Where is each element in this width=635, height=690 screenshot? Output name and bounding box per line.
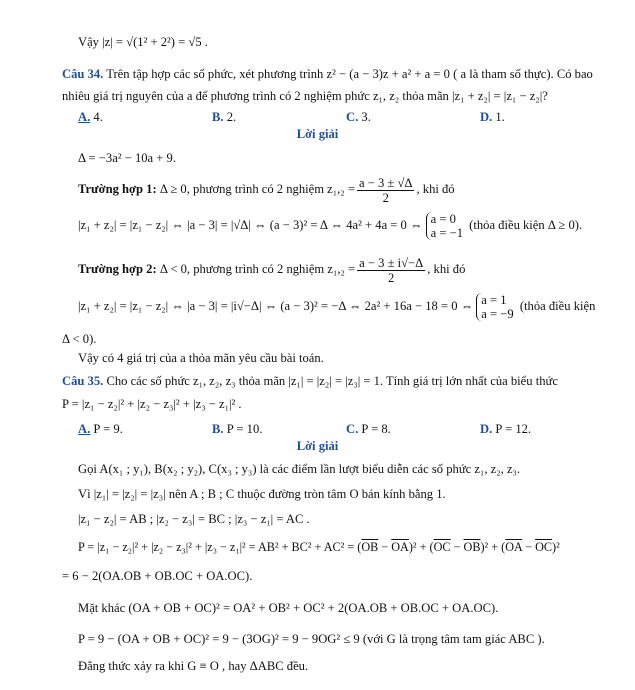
q35-step8: Đẳng thức xảy ra khi G ≡ O , hay ΔABC đều. bbox=[78, 659, 309, 673]
q35-option-c: C. P = 8. bbox=[346, 422, 391, 436]
q35-option-b: B. P = 10. bbox=[212, 422, 263, 436]
q35-step2: Vì |z₁| = |z₂| = |z₃| nên A ; B ; C thuộc đường tròn tâm O bán kính bằng 1. bbox=[78, 487, 446, 501]
q34-case2-eq: |z₁ + z₂| = |z₁ − z₂| ⇔ |a − 3| = |i√−Δ| ⇔ (a − 3)² = −Δ ⇔ 2a² + 16a − 18 = 0 ⇔ a = 1 a = −9 (thỏa điều kiện bbox=[78, 293, 596, 322]
q34-conclusion: Vậy có 4 giá trị của a thỏa mãn yêu cầu bài toán. bbox=[78, 351, 324, 365]
q34-option-c: C. 3. bbox=[346, 110, 371, 124]
q34-option-a: A. 4. bbox=[78, 110, 103, 124]
q35-step3: |z₁ − z₂| = AB ; |z₂ − z₃| = BC ; |z₃ − z₁| = AC . bbox=[78, 512, 310, 526]
q35-option-d: D. P = 12. bbox=[480, 422, 532, 436]
q34-option-d: D. 1. bbox=[480, 110, 505, 124]
q35-step4: $P = |z_1 - z_2|^2 + |z_2 - z_3|^2 + |z_3 - z_1|^2 = AB^2 + BC^2 + AC^2 = (\overline{OB} - \overline{OA})^2 + (\overline{OC} - \overline{OB})^2 + (\overline{OA} - \overline{OC})^2$ bbox=[78, 540, 560, 554]
q34-case1-intro: Trường hợp 1: Δ ≥ 0, phương trình có 2 nghiệm z₁,₂ = $\frac{a - 3 \pm √\Delta}{2}$ , khi đó bbox=[78, 175, 455, 205]
q34-line1 bbox=[62, 66, 607, 82]
q35-line2: P = |z₁ − z₂|² + |z₂ − z₃|² + |z₃ − z₁|² . bbox=[62, 397, 242, 411]
q35-step7: P = 9 − (OA + OB + OC)² = 9 − (3OG)² = 9 − 9OG² ≤ 9 (với G là trọng tâm tam giác ABC ). bbox=[78, 632, 545, 646]
q34-line2: nhiêu giá trị nguyên của a để phương trình có 2 nghiệm phức z₁, z₂ thỏa mãn |z₁ + z₂| = |z₁ − z₂|? bbox=[62, 89, 548, 103]
q35-step1: Gọi A(x₁ ; y₁), B(x₂ ; y₂), C(x₃ ; y₃) là các điểm lần lượt biểu diễn các số phức z₁, z₂, z₃. bbox=[78, 462, 521, 476]
q35-solution-title: Lời giải bbox=[296, 439, 339, 453]
q34-case1-eq: |z₁ + z₂| = |z₁ − z₂| ⇔ |a − 3| = |√Δ| ⇔ (a − 3)² = Δ ⇔ 4a² + 4a = 0 ⇔ a = 0 a = −1 (thỏa điều kiện Δ ≥ 0). bbox=[78, 212, 583, 241]
q35-text1: Cho các số phức z₁, z₂, z₃ thỏa mãn |z₁| = |z₂| = |z₃| = 1. Tính giá trị lớn nhất của biểu thức bbox=[106, 374, 558, 388]
q35-step5: = 6 − 2(OA.OB + OB.OC + OA.OC). bbox=[62, 569, 253, 583]
q35-step6: Mặt khác (OA + OB + OC)² = OA² + OB² + OC² + 2(OA.OB + OB.OC + OA.OC). bbox=[78, 601, 499, 615]
q34-option-b: B. 2. bbox=[212, 110, 237, 124]
q34-solution-title: Lời giải bbox=[296, 127, 339, 141]
q34-case2-note2: Δ < 0). bbox=[62, 332, 97, 346]
intro-line: Vậy |z| = √(1² + 2²) = √5 . bbox=[78, 35, 208, 49]
q34-label: Câu 34. bbox=[62, 67, 104, 81]
q35-label: Câu 35. bbox=[62, 374, 104, 388]
q34-text1: Trên tập hợp các số phức, xét phương trình z² − (a − 3)z + a² + a = 0 ( a là tham số thực). Có bao bbox=[106, 67, 593, 81]
q35-option-a: A. P = 9. bbox=[78, 422, 123, 436]
q35-line1 bbox=[62, 373, 607, 389]
q34-delta: Δ = −3a² − 10a + 9. bbox=[78, 151, 176, 165]
q34-case2-intro: Trường hợp 2: Δ < 0, phương trình có 2 nghiệm z₁,₂ = $\frac{a - 3 \pm i√-\Delta}{2}$ , khi đó bbox=[78, 255, 466, 285]
